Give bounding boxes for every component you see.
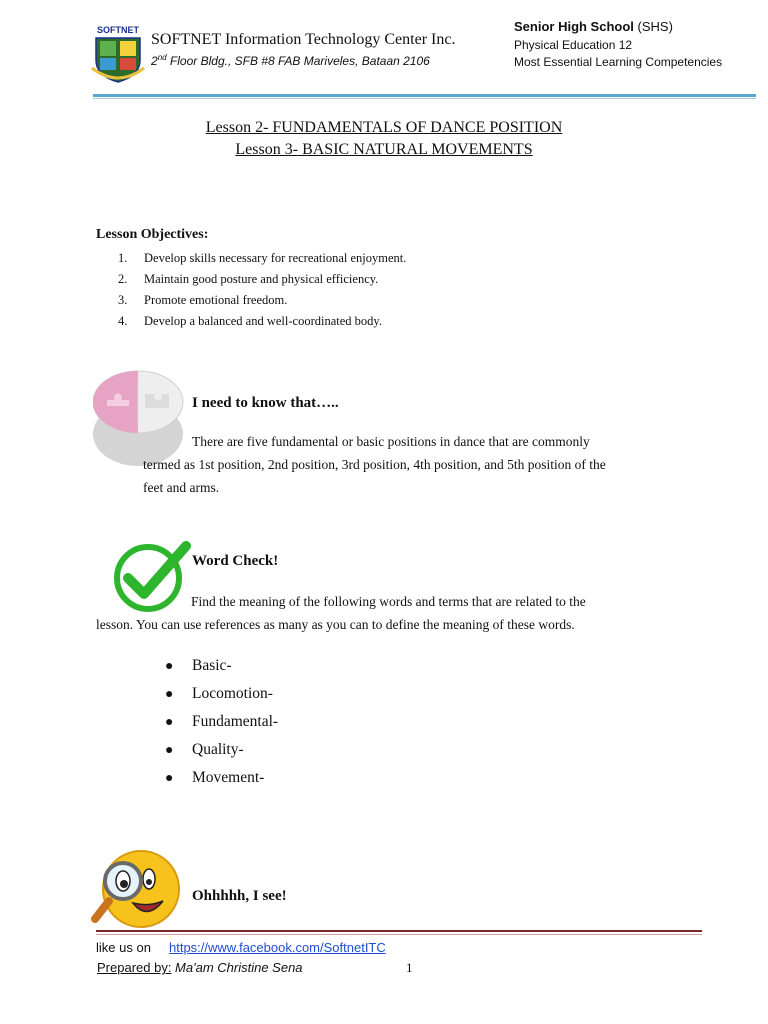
- term-item: ● Locomotion-: [165, 685, 273, 702]
- magnifier-emoji-icon: [89, 847, 181, 931]
- word-check-paragraph-line: lesson. You can use references as many as you can to define the meaning of these words.: [96, 617, 575, 632]
- like-us-label: like us on: [96, 940, 151, 955]
- facebook-link[interactable]: https://www.facebook.com/SoftnetITC: [169, 940, 386, 955]
- term-item: ● Quality-: [165, 741, 244, 758]
- objective-item: 3. Promote emotional freedom.: [118, 293, 288, 307]
- header-divider-thin: [93, 98, 756, 99]
- objective-item: 2. Maintain good posture and physical efficiency.: [118, 272, 379, 286]
- i-see-heading: Ohhhhh, I see!: [192, 888, 287, 904]
- lesson-3-title: Lesson 3- BASIC NATURAL MOVEMENTS: [235, 141, 533, 158]
- terms-list: [165, 652, 278, 792]
- subject-name: Physical Education 12: [514, 38, 633, 52]
- footer-divider-thin: [96, 934, 702, 935]
- know-paragraph-line: feet and arms.: [143, 480, 220, 495]
- organization-address: 2nd Floor Bldg., SFB #8 FAB Mariveles, Bataan 2106: [151, 53, 430, 68]
- logo-wordmark: SOFTNET: [97, 25, 139, 35]
- page-number: 1: [406, 960, 413, 975]
- know-paragraph-line: termed as 1st position, 2nd position, 3rd position, 4th position, and 5th position of the: [143, 457, 606, 472]
- term-item: ● Movement-: [165, 769, 265, 786]
- objectives-list: [118, 248, 406, 332]
- organization-name: SOFTNET Information Technology Center Inc.: [151, 31, 456, 48]
- footer-divider: [96, 930, 702, 932]
- prepared-by: Prepared by: Ma'am Christine Sena: [97, 960, 303, 975]
- know-paragraph-line: There are five fundamental or basic positions in dance that are commonly: [192, 434, 590, 449]
- objective-item: 4. Develop a balanced and well-coordinated body.: [118, 314, 382, 328]
- softnet-logo: [88, 22, 148, 84]
- competencies-label: Most Essential Learning Competencies: [514, 55, 723, 69]
- term-item: ● Basic-: [165, 657, 232, 674]
- objective-item: 1. Develop skills necessary for recreational enjoyment.: [118, 251, 407, 265]
- word-check-paragraph-line: Find the meaning of the following words and terms that are related to the: [191, 594, 586, 609]
- know-heading: I need to know that…..: [192, 395, 339, 411]
- objectives-heading: Lesson Objectives:: [96, 227, 209, 242]
- word-check-heading: Word Check!: [192, 553, 279, 569]
- term-item: ● Fundamental-: [165, 713, 279, 730]
- checkmark-icon: [112, 540, 192, 614]
- lesson-2-title: Lesson 2- FUNDAMENTALS OF DANCE POSITION: [205, 119, 563, 136]
- header-divider: [93, 94, 756, 97]
- school-level: Senior High School (SHS): [514, 19, 673, 34]
